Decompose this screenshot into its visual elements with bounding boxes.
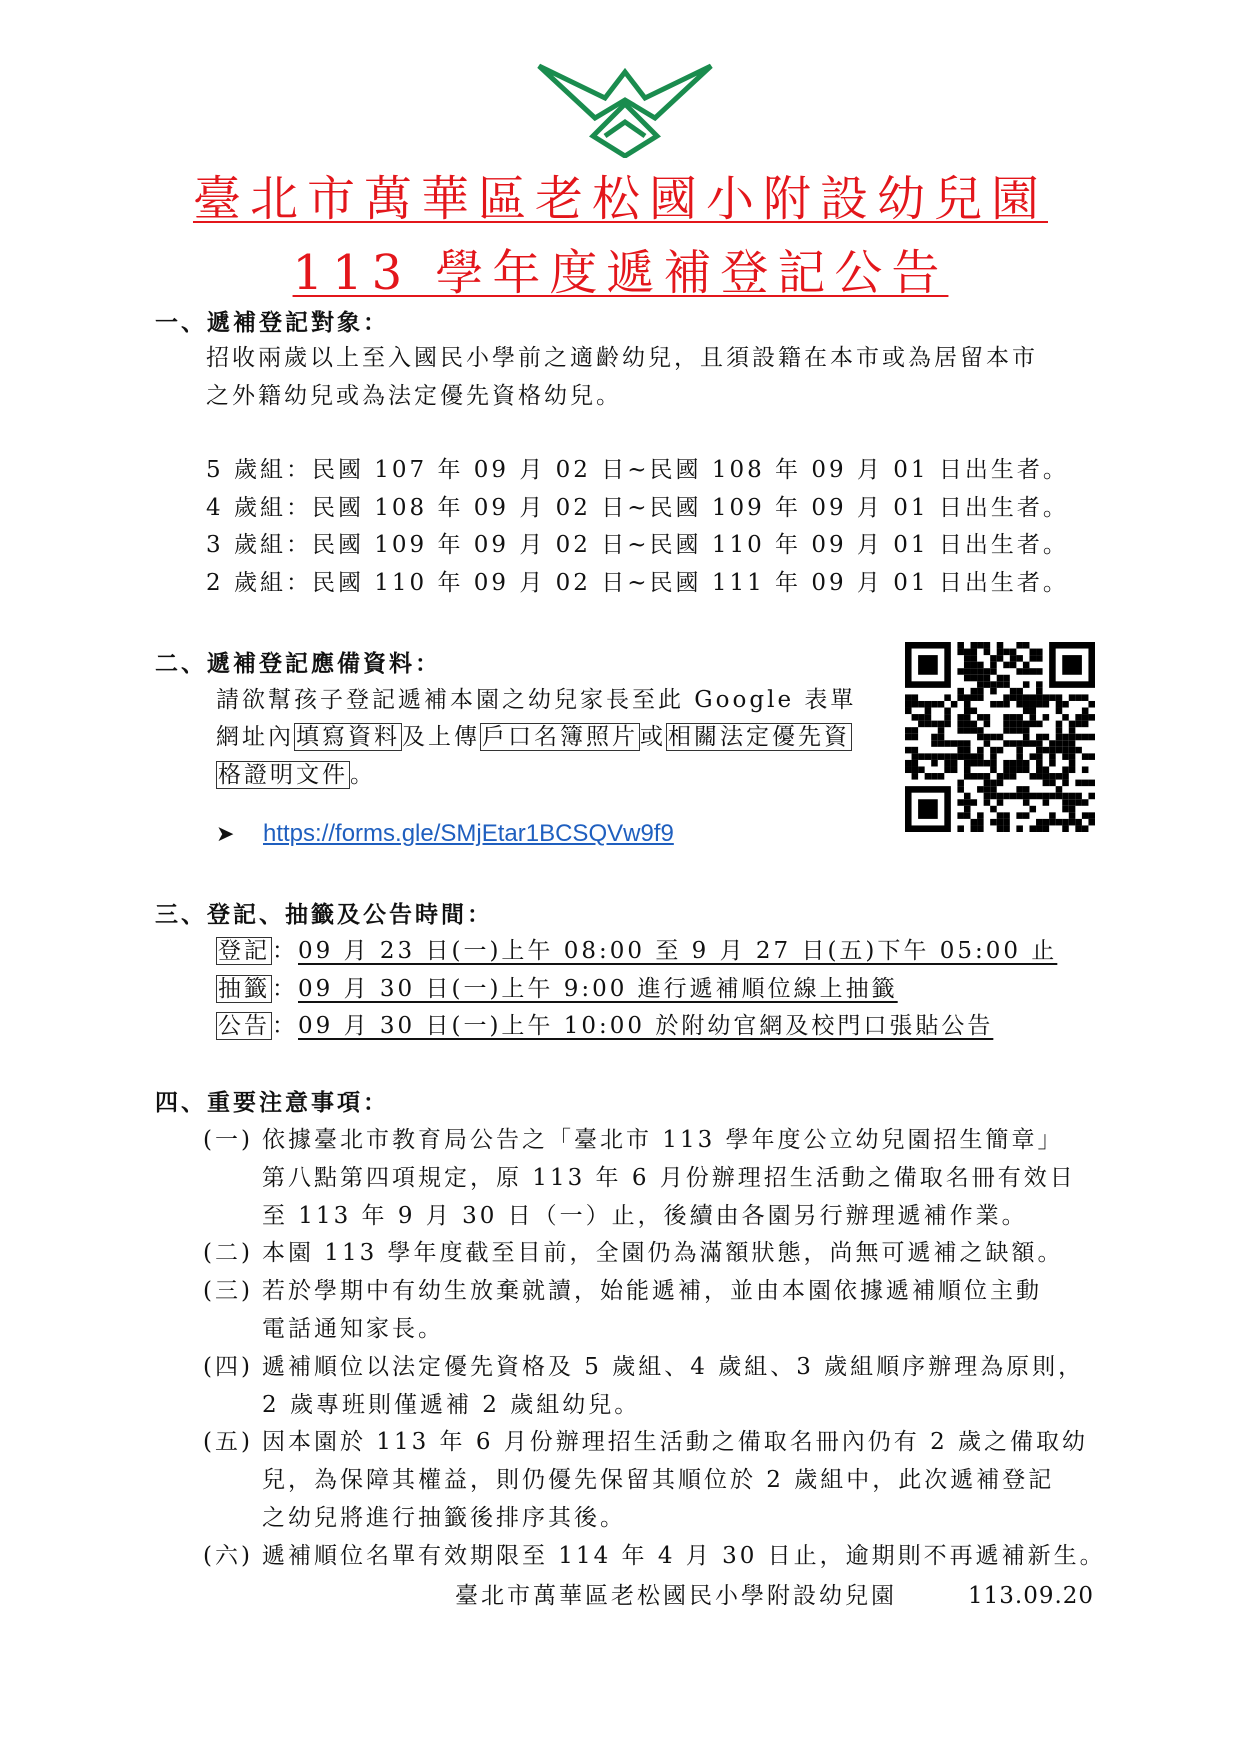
age-group-3: 3 歲組：民國 109 年 09 月 02 日~民國 110 年 09 月 01 日出生者。 bbox=[206, 532, 1069, 558]
qr-code bbox=[905, 642, 1095, 832]
section2-heading: 二、遞補登記應備資料： bbox=[155, 650, 441, 677]
age-group-5: 5 歲組：民國 107 年 09 月 02 日~民國 108 年 09 月 01 日出生者。 bbox=[206, 457, 1069, 483]
footer-org: 臺北市萬華區老松國民小學附設幼兒園 bbox=[455, 1583, 897, 1609]
note-number: (一) bbox=[203, 1127, 253, 1153]
note-line: 第八點第四項規定，原 113 年 6 月份辦理招生活動之備取名冊有效日 bbox=[262, 1164, 1076, 1191]
note-line: 因本園於 113 年 6 月份辦理招生活動之備取名冊內仍有 2 歲之備取幼 bbox=[262, 1429, 1089, 1456]
schedule-label: 登記 bbox=[218, 938, 270, 964]
separator: ： bbox=[272, 938, 298, 964]
boxed-priority-docs: 相關法定優先資 bbox=[668, 724, 850, 750]
section4-heading: 四、重要注意事項： bbox=[155, 1089, 389, 1116]
note-line: 依據臺北市教育局公告之「臺北市 113 學年度公立幼兒園招生簡章」 bbox=[262, 1127, 1064, 1153]
section3-heading: 三、登記、抽籤及公告時間： bbox=[155, 901, 493, 928]
note-line: 若於學期中有幼生放棄就讀，始能遞補，並由本園依據遞補順位主動 bbox=[262, 1278, 1042, 1305]
section2-line-3 bbox=[216, 756, 376, 794]
boxed-household-photo: 戶口名簿照片 bbox=[482, 724, 638, 750]
note-line: 兒，為保障其權益，則仍優先保留其順位於 2 歲組中，此次遞補登記 bbox=[262, 1467, 1055, 1494]
schedule-row-lottery bbox=[216, 970, 898, 1008]
note-line: 之幼兒將進行抽籤後排序其後。 bbox=[262, 1505, 626, 1531]
schedule-row-announce bbox=[216, 1007, 993, 1045]
note-number: (二) bbox=[203, 1240, 253, 1267]
schedule-text: 09 月 30 日(一)上午 10:00 於附幼官網及校門口張貼公告 bbox=[298, 1013, 994, 1039]
age-group-4: 4 歲組：民國 108 年 09 月 02 日~民國 109 年 09 月 01 日出生者。 bbox=[206, 495, 1069, 521]
text: 網址內 bbox=[216, 724, 294, 750]
note-number: (四) bbox=[203, 1353, 253, 1380]
schedule-text: 09 月 23 日(一)上午 08:00 至 9 月 27 日(五)下午 05:00 止 bbox=[298, 938, 1058, 964]
schedule-label: 抽籤 bbox=[218, 976, 270, 1002]
section1-line: 之外籍幼兒或為法定優先資格幼兒。 bbox=[206, 383, 622, 409]
note-line: 遞補順位名單有效期限至 114 年 4 月 30 日止，逾期則不再遞補新生。 bbox=[262, 1542, 1106, 1569]
text: 及上傳 bbox=[402, 724, 480, 750]
section2-line-2 bbox=[216, 718, 852, 756]
note-number: (三) bbox=[203, 1278, 253, 1305]
school-logo bbox=[535, 58, 715, 158]
text: 或 bbox=[640, 724, 666, 750]
age-group-2: 2 歲組：民國 110 年 09 月 02 日~民國 111 年 09 月 01 日出生者。 bbox=[206, 570, 1069, 596]
google-form-link[interactable]: https://forms.gle/SMjEtar1BCSQVw9f9 bbox=[263, 820, 674, 847]
boxed-priority-docs-cont: 格證明文件 bbox=[218, 762, 348, 788]
section1-line: 招收兩歲以上至入國民小學前之適齡幼兒，且須設籍在本市或為居留本市 bbox=[206, 345, 1038, 371]
section1-heading: 一、遞補登記對象： bbox=[155, 309, 389, 336]
footer-date: 113.09.20 bbox=[968, 1583, 1095, 1609]
separator: ： bbox=[272, 976, 298, 1002]
note-number: (五) bbox=[203, 1429, 253, 1456]
schedule-row-register bbox=[216, 932, 1057, 970]
note-line: 遞補順位以法定優先資格及 5 歲組、4 歲組、3 歲組順序辦理為原則， bbox=[262, 1353, 1085, 1380]
note-number: (六) bbox=[203, 1542, 253, 1569]
title-line-1: 臺北市萬華區老松國小附設幼兒園 bbox=[192, 171, 1048, 227]
note-line: 至 113 年 9 月 30 日（一）止，後續由各園另行辦理遞補作業。 bbox=[262, 1202, 1028, 1229]
note-line: 2 歲專班則僅遞補 2 歲組幼兒。 bbox=[262, 1391, 641, 1418]
schedule-label: 公告 bbox=[218, 1013, 270, 1039]
arrow-bullet-icon: ➤ bbox=[216, 822, 235, 847]
note-line: 電話通知家長。 bbox=[262, 1316, 444, 1342]
boxed-fill-data: 填寫資料 bbox=[296, 724, 400, 750]
title-line-2: 113 學年度遞補登記公告 bbox=[292, 245, 949, 301]
section2-line-1: 請欲幫孩子登記遞補本園之幼兒家長至此 Google 表單 bbox=[216, 687, 857, 713]
note-line: 本園 113 學年度截至目前，全園仍為滿額狀態，尚無可遞補之缺額。 bbox=[262, 1240, 1064, 1267]
text: 。 bbox=[350, 762, 376, 788]
separator: ： bbox=[272, 1013, 298, 1039]
schedule-text: 09 月 30 日(一)上午 9:00 進行遞補順位線上抽籤 bbox=[298, 976, 898, 1002]
